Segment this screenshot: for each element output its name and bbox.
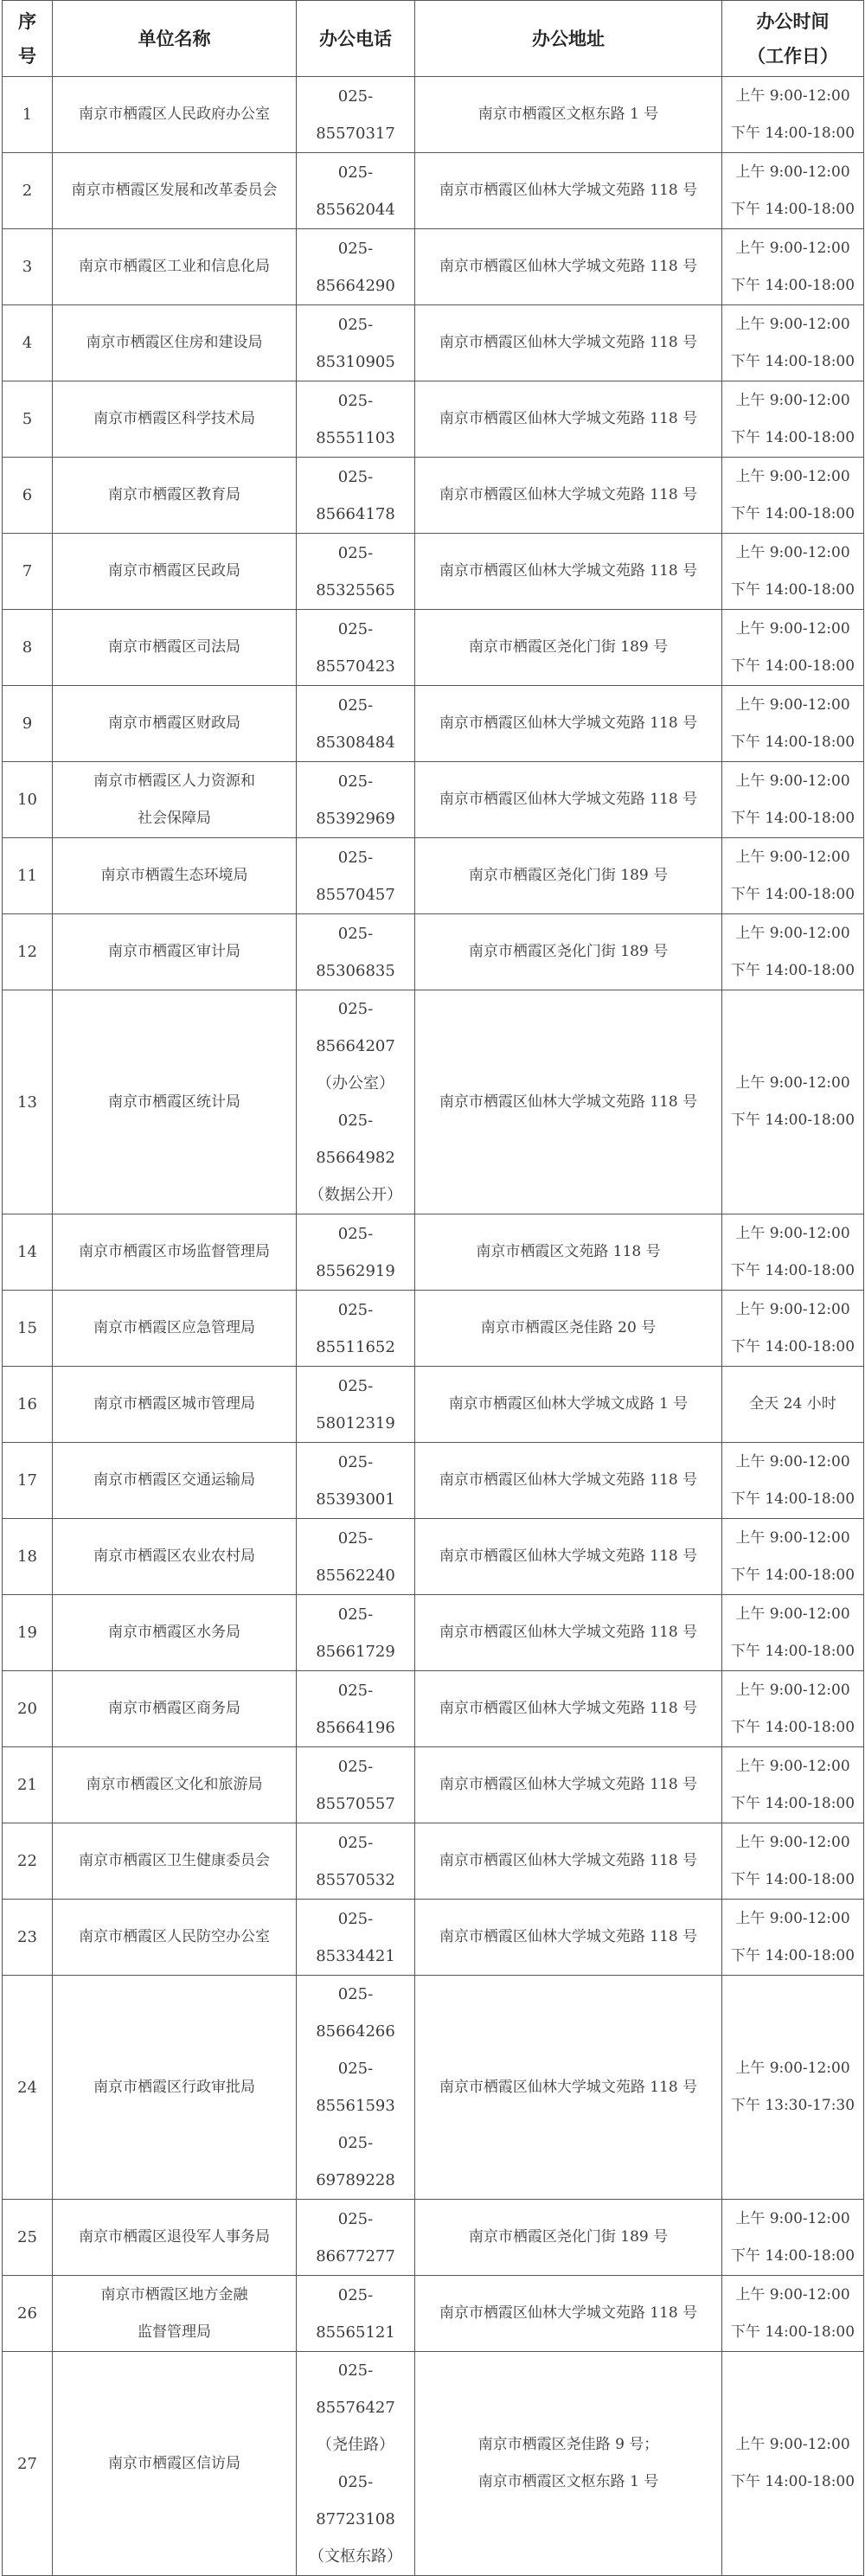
table-row bbox=[3, 1443, 864, 1519]
cell-hours: 上午 9:00-12:00 下午 14:00-18:00 bbox=[722, 990, 864, 1214]
header-row bbox=[3, 1, 864, 77]
cell-address: 南京市栖霞区仙林大学城文苑路 118 号 bbox=[415, 1671, 722, 1747]
cell-phone: 025-85661729 bbox=[297, 1595, 415, 1671]
cell-phone: 025-85310905 bbox=[297, 305, 415, 381]
table-row bbox=[3, 914, 864, 990]
cell-index: 24 bbox=[3, 1976, 53, 2200]
cell-hours: 上午 9:00-12:00 下午 14:00-18:00 bbox=[722, 2276, 864, 2352]
cell-phone: 025-85576427 （尧佳路） 025-87723108 （文枢东路） bbox=[297, 2352, 415, 2576]
cell-hours: 全天 24 小时 bbox=[722, 1367, 864, 1443]
cell-phone: 025-85664178 bbox=[297, 458, 415, 534]
cell-address: 南京市栖霞区尧化门街 189 号 bbox=[415, 610, 722, 686]
cell-phone: 025-85308484 bbox=[297, 686, 415, 762]
cell-phone: 025-85664290 bbox=[297, 229, 415, 305]
header-phone: 办公电话 bbox=[297, 1, 415, 77]
cell-phone: 025-85392969 bbox=[297, 762, 415, 838]
table-row bbox=[3, 2276, 864, 2352]
cell-index: 13 bbox=[3, 990, 53, 1214]
table-row bbox=[3, 153, 864, 229]
cell-hours: 上午 9:00-12:00 下午 14:00-18:00 bbox=[722, 305, 864, 381]
cell-index: 9 bbox=[3, 686, 53, 762]
cell-phone: 025-85511652 bbox=[297, 1291, 415, 1367]
cell-address: 南京市栖霞区仙林大学城文苑路 118 号 bbox=[415, 229, 722, 305]
cell-address: 南京市栖霞区仙林大学城文苑路 118 号 bbox=[415, 990, 722, 1214]
cell-hours: 上午 9:00-12:00 下午 14:00-18:00 bbox=[722, 1214, 864, 1291]
cell-hours: 上午 9:00-12:00 下午 14:00-18:00 bbox=[722, 534, 864, 610]
cell-unit-name: 南京市栖霞区审计局 bbox=[53, 914, 297, 990]
cell-address: 南京市栖霞区尧化门街 189 号 bbox=[415, 838, 722, 914]
cell-phone: 025-85664207 （办公室） 025-85664982 （数据公开） bbox=[297, 990, 415, 1214]
cell-hours: 上午 9:00-12:00 下午 14:00-18:00 bbox=[722, 1900, 864, 1976]
cell-unit-name: 南京市栖霞区城市管理局 bbox=[53, 1367, 297, 1443]
cell-address: 南京市栖霞区仙林大学城文苑路 118 号 bbox=[415, 458, 722, 534]
cell-phone: 025-85565121 bbox=[297, 2276, 415, 2352]
cell-hours: 上午 9:00-12:00 下午 14:00-18:00 bbox=[722, 1443, 864, 1519]
cell-unit-name: 南京市栖霞区科学技术局 bbox=[53, 381, 297, 458]
cell-index: 12 bbox=[3, 914, 53, 990]
table-row bbox=[3, 458, 864, 534]
table-row bbox=[3, 534, 864, 610]
cell-hours: 上午 9:00-12:00 下午 14:00-18:00 bbox=[722, 1823, 864, 1900]
cell-index: 19 bbox=[3, 1595, 53, 1671]
cell-unit-name: 南京市栖霞区农业农村局 bbox=[53, 1519, 297, 1595]
cell-unit-name: 南京市栖霞区交通运输局 bbox=[53, 1443, 297, 1519]
table-row bbox=[3, 1367, 864, 1443]
cell-index: 3 bbox=[3, 229, 53, 305]
cell-hours: 上午 9:00-12:00 下午 14:00-18:00 bbox=[722, 1671, 864, 1747]
cell-phone: 025-85664266 025-85561593 025-69789228 bbox=[297, 1976, 415, 2200]
cell-unit-name: 南京市栖霞区教育局 bbox=[53, 458, 297, 534]
cell-phone: 025-85562044 bbox=[297, 153, 415, 229]
cell-phone: 025-85664196 bbox=[297, 1671, 415, 1747]
table-row bbox=[3, 229, 864, 305]
cell-phone: 025-85325565 bbox=[297, 534, 415, 610]
cell-index: 6 bbox=[3, 458, 53, 534]
cell-phone: 025-85334421 bbox=[297, 1900, 415, 1976]
cell-unit-name: 南京市栖霞区市场监督管理局 bbox=[53, 1214, 297, 1291]
cell-index: 17 bbox=[3, 1443, 53, 1519]
table-row bbox=[3, 2200, 864, 2276]
cell-phone: 025-85570317 bbox=[297, 77, 415, 153]
cell-hours: 上午 9:00-12:00 下午 14:00-18:00 bbox=[722, 686, 864, 762]
cell-address: 南京市栖霞区尧佳路 20 号 bbox=[415, 1291, 722, 1367]
cell-hours: 上午 9:00-12:00 下午 14:00-18:00 bbox=[722, 1519, 864, 1595]
cell-address: 南京市栖霞区尧化门街 189 号 bbox=[415, 914, 722, 990]
table-row bbox=[3, 686, 864, 762]
cell-hours: 上午 9:00-12:00 下午 14:00-18:00 bbox=[722, 762, 864, 838]
cell-unit-name: 南京市栖霞区人民政府办公室 bbox=[53, 77, 297, 153]
cell-index: 2 bbox=[3, 153, 53, 229]
cell-address: 南京市栖霞区尧佳路 9 号； 南京市栖霞区文枢东路 1 号 bbox=[415, 2352, 722, 2576]
table-row bbox=[3, 1595, 864, 1671]
cell-unit-name: 南京市栖霞区发展和改革委员会 bbox=[53, 153, 297, 229]
cell-hours: 上午 9:00-12:00 下午 14:00-18:00 bbox=[722, 229, 864, 305]
cell-hours: 上午 9:00-12:00 下午 14:00-18:00 bbox=[722, 458, 864, 534]
cell-address: 南京市栖霞区仙林大学城文苑路 118 号 bbox=[415, 686, 722, 762]
cell-index: 22 bbox=[3, 1823, 53, 1900]
cell-address: 南京市栖霞区仙林大学城文苑路 118 号 bbox=[415, 762, 722, 838]
cell-index: 18 bbox=[3, 1519, 53, 1595]
cell-hours: 上午 9:00-12:00 下午 14:00-18:00 bbox=[722, 1595, 864, 1671]
table-row bbox=[3, 1900, 864, 1976]
cell-address: 南京市栖霞区仙林大学城文苑路 118 号 bbox=[415, 305, 722, 381]
cell-index: 10 bbox=[3, 762, 53, 838]
cell-hours: 上午 9:00-12:00 下午 14:00-18:00 bbox=[722, 838, 864, 914]
cell-phone: 025-85570557 bbox=[297, 1747, 415, 1823]
cell-unit-name: 南京市栖霞区工业和信息化局 bbox=[53, 229, 297, 305]
table-row bbox=[3, 381, 864, 458]
table-row bbox=[3, 762, 864, 838]
cell-index: 8 bbox=[3, 610, 53, 686]
cell-index: 1 bbox=[3, 77, 53, 153]
cell-unit-name: 南京市栖霞区文化和旅游局 bbox=[53, 1747, 297, 1823]
cell-index: 11 bbox=[3, 838, 53, 914]
cell-phone: 025-85570423 bbox=[297, 610, 415, 686]
cell-hours: 上午 9:00-12:00 下午 14:00-18:00 bbox=[722, 914, 864, 990]
cell-address: 南京市栖霞区仙林大学城文苑路 118 号 bbox=[415, 153, 722, 229]
cell-unit-name: 南京市栖霞区信访局 bbox=[53, 2352, 297, 2576]
cell-address: 南京市栖霞区尧化门街 189 号 bbox=[415, 2200, 722, 2276]
cell-address: 南京市栖霞区仙林大学城文苑路 118 号 bbox=[415, 1443, 722, 1519]
cell-hours: 上午 9:00-12:00 下午 14:00-18:00 bbox=[722, 153, 864, 229]
cell-unit-name: 南京市栖霞区商务局 bbox=[53, 1671, 297, 1747]
cell-index: 14 bbox=[3, 1214, 53, 1291]
header-hours: 办公时间 （工作日） bbox=[722, 1, 864, 77]
table-row bbox=[3, 1747, 864, 1823]
cell-index: 15 bbox=[3, 1291, 53, 1367]
table-row bbox=[3, 990, 864, 1214]
cell-unit-name: 南京市栖霞区财政局 bbox=[53, 686, 297, 762]
cell-index: 20 bbox=[3, 1671, 53, 1747]
table-row bbox=[3, 1976, 864, 2200]
office-directory-table bbox=[2, 0, 864, 2576]
cell-index: 25 bbox=[3, 2200, 53, 2276]
cell-phone: 025-85562240 bbox=[297, 1519, 415, 1595]
cell-unit-name: 南京市栖霞区行政审批局 bbox=[53, 1976, 297, 2200]
table-row bbox=[3, 1291, 864, 1367]
header-address: 办公地址 bbox=[415, 1, 722, 77]
table-row bbox=[3, 838, 864, 914]
cell-address: 南京市栖霞区仙林大学城文苑路 118 号 bbox=[415, 381, 722, 458]
cell-index: 7 bbox=[3, 534, 53, 610]
cell-phone: 025-85570532 bbox=[297, 1823, 415, 1900]
cell-unit-name: 南京市栖霞区人民防空办公室 bbox=[53, 1900, 297, 1976]
cell-hours: 上午 9:00-12:00 下午 14:00-18:00 bbox=[722, 77, 864, 153]
table-row bbox=[3, 2352, 864, 2576]
cell-unit-name: 南京市栖霞区人力资源和 社会保障局 bbox=[53, 762, 297, 838]
cell-hours: 上午 9:00-12:00 下午 14:00-18:00 bbox=[722, 381, 864, 458]
cell-hours: 上午 9:00-12:00 下午 14:00-18:00 bbox=[722, 610, 864, 686]
cell-phone: 025-86677277 bbox=[297, 2200, 415, 2276]
cell-unit-name: 南京市栖霞区民政局 bbox=[53, 534, 297, 610]
cell-address: 南京市栖霞区文枢东路 1 号 bbox=[415, 77, 722, 153]
cell-address: 南京市栖霞区仙林大学城文苑路 118 号 bbox=[415, 2276, 722, 2352]
cell-address: 南京市栖霞区仙林大学城文苑路 118 号 bbox=[415, 1595, 722, 1671]
cell-index: 26 bbox=[3, 2276, 53, 2352]
cell-index: 21 bbox=[3, 1747, 53, 1823]
cell-address: 南京市栖霞区仙林大学城文苑路 118 号 bbox=[415, 1519, 722, 1595]
cell-phone: 025-58012319 bbox=[297, 1367, 415, 1443]
cell-address: 南京市栖霞区文苑路 118 号 bbox=[415, 1214, 722, 1291]
cell-hours: 上午 9:00-12:00 下午 14:00-18:00 bbox=[722, 1291, 864, 1367]
table-row bbox=[3, 305, 864, 381]
cell-unit-name: 南京市栖霞区统计局 bbox=[53, 990, 297, 1214]
cell-unit-name: 南京市栖霞生态环境局 bbox=[53, 838, 297, 914]
table-row bbox=[3, 77, 864, 153]
cell-phone: 025-85551103 bbox=[297, 381, 415, 458]
cell-hours: 上午 9:00-12:00 下午 13:30-17:30 bbox=[722, 1976, 864, 2200]
cell-index: 23 bbox=[3, 1900, 53, 1976]
cell-hours: 上午 9:00-12:00 下午 14:00-18:00 bbox=[722, 2352, 864, 2576]
cell-unit-name: 南京市栖霞区司法局 bbox=[53, 610, 297, 686]
table-row bbox=[3, 1823, 864, 1900]
cell-address: 南京市栖霞区仙林大学城文苑路 118 号 bbox=[415, 1823, 722, 1900]
cell-address: 南京市栖霞区仙林大学城文苑路 118 号 bbox=[415, 534, 722, 610]
cell-unit-name: 南京市栖霞区住房和建设局 bbox=[53, 305, 297, 381]
cell-index: 4 bbox=[3, 305, 53, 381]
cell-address: 南京市栖霞区仙林大学城文苑路 118 号 bbox=[415, 1976, 722, 2200]
header-index: 序 号 bbox=[3, 1, 53, 77]
table-row bbox=[3, 610, 864, 686]
cell-unit-name: 南京市栖霞区退役军人事务局 bbox=[53, 2200, 297, 2276]
cell-address: 南京市栖霞区仙林大学城文成路 1 号 bbox=[415, 1367, 722, 1443]
cell-index: 16 bbox=[3, 1367, 53, 1443]
cell-address: 南京市栖霞区仙林大学城文苑路 118 号 bbox=[415, 1900, 722, 1976]
table-row bbox=[3, 1671, 864, 1747]
cell-index: 5 bbox=[3, 381, 53, 458]
cell-hours: 上午 9:00-12:00 下午 14:00-18:00 bbox=[722, 2200, 864, 2276]
cell-unit-name: 南京市栖霞区水务局 bbox=[53, 1595, 297, 1671]
table-body bbox=[3, 77, 864, 2576]
cell-unit-name: 南京市栖霞区地方金融 监督管理局 bbox=[53, 2276, 297, 2352]
cell-unit-name: 南京市栖霞区应急管理局 bbox=[53, 1291, 297, 1367]
cell-address: 南京市栖霞区仙林大学城文苑路 118 号 bbox=[415, 1747, 722, 1823]
cell-hours: 上午 9:00-12:00 下午 14:00-18:00 bbox=[722, 1747, 864, 1823]
cell-phone: 025-85562919 bbox=[297, 1214, 415, 1291]
cell-unit-name: 南京市栖霞区卫生健康委员会 bbox=[53, 1823, 297, 1900]
cell-phone: 025-85570457 bbox=[297, 838, 415, 914]
header-unit-name: 单位名称 bbox=[53, 1, 297, 77]
table-row bbox=[3, 1214, 864, 1291]
cell-index: 27 bbox=[3, 2352, 53, 2576]
cell-phone: 025-85306835 bbox=[297, 914, 415, 990]
table-row bbox=[3, 1519, 864, 1595]
cell-phone: 025-85393001 bbox=[297, 1443, 415, 1519]
